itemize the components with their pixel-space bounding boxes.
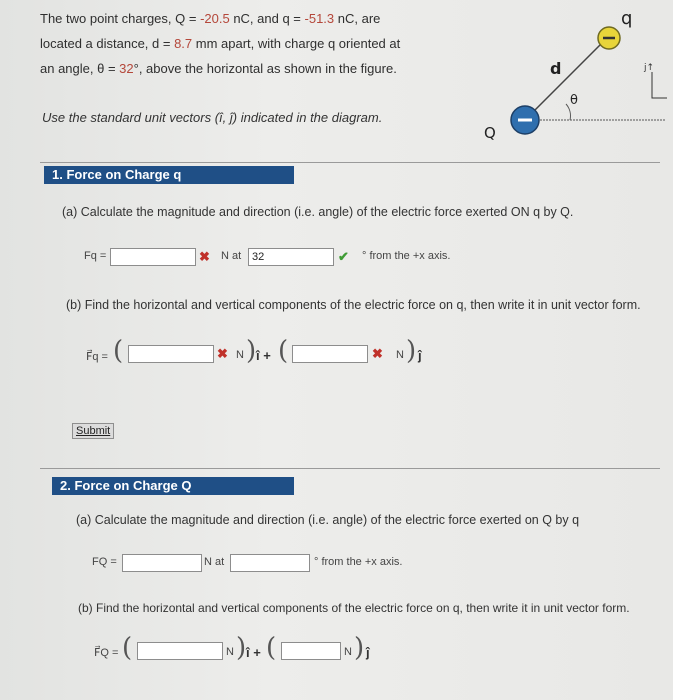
unit-vectors-note: Use the standard unit vectors (î, ĵ) indicated in the diagram. [42,110,383,125]
j-hat-2: ĵ [366,645,370,660]
text: located a distance, d = [40,36,175,51]
problem-line-2 [40,31,420,56]
text: mm apart, with charge q oriented at [192,36,401,51]
problem-line-1 [40,6,420,31]
text: The two point charges, Q = [40,11,201,26]
d-value: 8.7 [174,36,193,51]
text: °, above the horizontal as shown in the figure. [133,61,397,76]
theta-value: 32 [119,61,134,76]
section-2-title: 2. Force on Charge Q [60,478,192,493]
q-label: q [621,8,633,29]
fq-y-incorrect-icon: ✖ [372,346,383,361]
fq-y-component-input[interactable] [292,345,368,363]
axis-arrows-icon [652,72,667,98]
section-2-header [52,477,294,495]
divider-middle [40,468,660,469]
j-hat: ĵ [418,348,422,363]
fq-incorrect-icon: ✖ [199,249,210,264]
theta-label: θ [570,93,578,108]
n-at-label-2: N at [204,556,225,568]
charge-diagram [470,0,673,160]
unit-n-x-2: N [226,646,234,658]
open-paren-x-2: ( [122,633,133,663]
fQ-magnitude-input[interactable] [122,554,202,572]
i-hat-plus: î + [256,348,271,363]
close-paren-y-2: ) [354,633,365,663]
close-paren-y: ) [406,336,417,366]
Q-value: -20.5 [200,11,230,26]
section-2-part-a: (a) Calculate the magnitude and direction (i.e. angle) of the electric force exerted on Q by q [76,513,580,527]
unit-n-y: N [396,349,404,361]
close-paren-x-2: ) [236,633,247,663]
section-1-title: 1. Force on Charge q [52,167,182,182]
divider-top [40,162,660,163]
angle-correct-icon: ✔ [338,249,349,264]
problem-statement [40,6,420,81]
fq-vector-label: F⃗q = [86,351,108,363]
d-label: d [550,59,562,78]
from-x-axis-label: ° from the +x axis. [362,250,451,262]
fQ-angle-input[interactable] [230,554,310,572]
unit-n-y-2: N [344,646,352,658]
fQ-x-component-input[interactable] [137,642,223,660]
unit-n-x: N [236,349,244,361]
from-x-axis-label-2: ° from the +x axis. [314,556,403,568]
fQ-vector-label: F⃗Q = [94,647,119,659]
i-hat-plus-2: î + [246,645,261,660]
text: nC, are [334,11,381,26]
j-axis-label: j↑ [644,63,655,73]
section-1-header [44,166,294,184]
open-paren-y: ( [278,336,289,366]
submit-button[interactable]: Submit [72,423,114,439]
close-paren-x: ) [246,336,257,366]
section-1-part-a: (a) Calculate the magnitude and direction (i.e. angle) of the electric force exerted ON q by Q. [62,205,574,219]
fq-label: Fq = [84,250,107,262]
fQ-y-component-input[interactable] [281,642,341,660]
fq-angle-input[interactable] [248,248,334,266]
open-paren-x: ( [113,336,124,366]
fQ-label: FQ = [92,556,117,568]
section-2-part-b: (b) Find the horizontal and vertical components of the electric force on q, then write it in unit vector form. [78,601,630,615]
section-1-part-b: (b) Find the horizontal and vertical components of the electric force on q, then write it in unit vector form. [66,298,641,312]
fq-magnitude-input[interactable] [110,248,196,266]
open-paren-y-2: ( [266,633,277,663]
problem-line-3 [40,56,420,81]
fq-x-component-input[interactable] [128,345,214,363]
Q-label: Q [484,124,496,142]
text: an angle, θ = [40,61,120,76]
n-at-label: N at [221,250,242,262]
q-value: -51.3 [304,11,335,26]
fq-x-incorrect-icon: ✖ [217,346,228,361]
text: nC, and q = [229,11,305,26]
